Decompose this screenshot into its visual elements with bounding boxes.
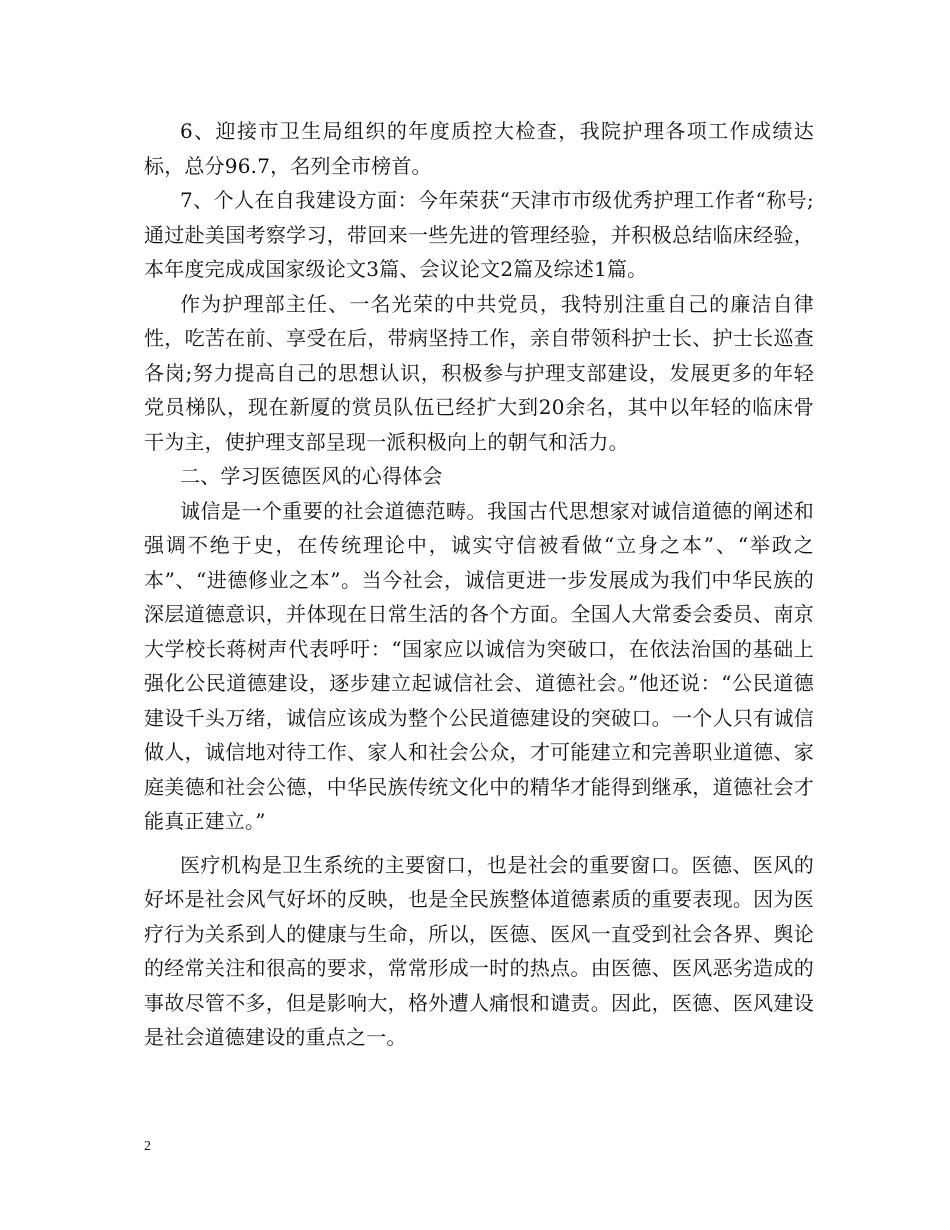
document-body [144,114,814,1055]
paragraph-party-member: 作为护理部主任、一名光荣的中共党员，我特别注重自己的廉洁自律性，吃苦在前、享受在后，带病坚持工作，亲自带领科护士长、护士长巡查各岗;努力提高自己的思想认识，积极参与护理支部建设，发展更多的年轻党员梯队，现在新厦的赏员队伍已经扩大到20余名，其中以年轻的临床骨干为主，使护理支部呈现一派积极向上的朝气和活力。 [144,291,814,454]
paragraph-medical-ethics: 医疗机构是卫生系统的主要窗口，也是社会的重要窗口。医德、医风的好坏是社会风气好坏的反映，也是全民族整体道德素质的重要表现。因为医疗行为关系到人的健康与生命，所以，医德、医风一直受到社会各界、舆论的经常关注和很高的要求，常常形成一时的热点。由医德、医风恶劣造成的事故尽管不多，但是影响大，格外遭人痛恨和谴责。因此，医德、医风建设是社会道德建设的重点之一。 [144,852,814,1049]
paragraph-item-7: 7、个人在自我建设方面：今年荣获“天津市市级优秀护理工作者“称号;通过赴美国考察学习，带回来一些先进的管理经验，并积极总结临床经验，本年度完成成国家级论文3篇、会议论文2篇及综述1篇。 [144,188,814,281]
page-number: 2 [144,1139,151,1154]
paragraph-integrity: 诚信是一个重要的社会道德范畴。我国古代思想家对诚信道德的阐述和强调不绝于史，在传统理论中，诚实守信被看做“立身之本”、“举政之本”、“进德修业之本”。当今社会，诚信更进一步发展成为我们中华民族的深层道德意识，并体现在日常生活的各个方面。全国人大常委会委员、南京大学校长蒋树声代表呼吁：“国家应以诚信为突破口，在依法治国的基础上强化公民道德建设，逐步建立起诚信社会、道德社会。”他还说：“公民道德建设千头万绪，诚信应该成为整个公民道德建设的突破口。一个人只有诚信做人，诚信地对待工作、家人和社会公众，才可能建立和完善职业道德、家庭美德和社会公德，中华民族传统文化中的精华才能得到继承，道德社会才能真正建立。” [144,498,814,833]
section-heading: 二、学习医德医风的心得体会 [180,464,443,488]
paragraph-item-6: 6、迎接市卫生局组织的年度质控大检查，我院护理各项工作成绩达标，总分96.7，名列全市榜首。 [144,119,814,178]
